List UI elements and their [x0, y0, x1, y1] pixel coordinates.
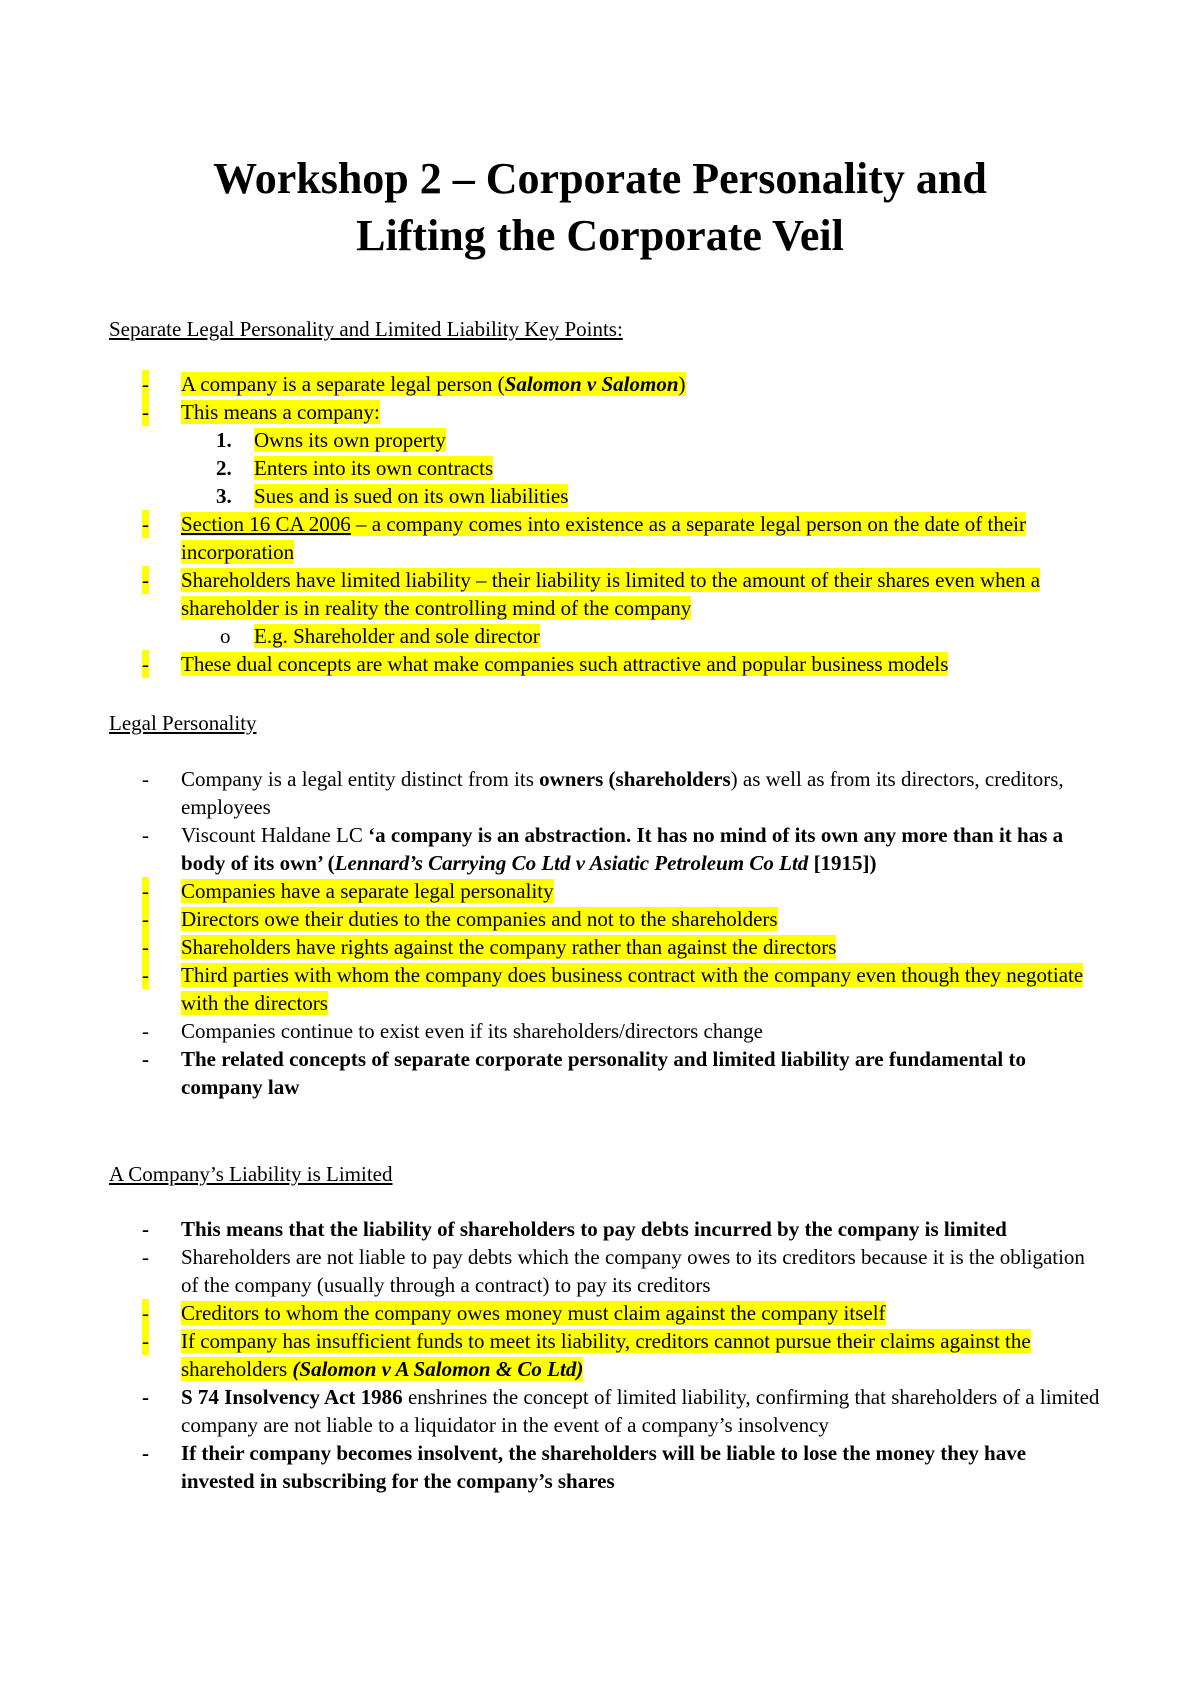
item-text: Directors owe their duties to the companies and not to the shareholders: [181, 907, 778, 931]
item-text: Shareholders have limited liability – their liability is limited to the amount of their shares even when a shareholder is in reality the controlling mind of the company: [181, 568, 1041, 620]
item-text: Third parties with whom the company does business contract with the company even though they negotiate with the directors: [181, 963, 1084, 1015]
item-text: Company is a legal entity distinct from its owners (shareholders) as well as from its directors, creditors, employees: [181, 767, 1064, 819]
item-text: Companies have a separate legal personality: [181, 879, 554, 903]
bullet-dash: -: [142, 1245, 149, 1269]
bullet-dash: -: [142, 1441, 149, 1465]
list-item: [0, 370, 1200, 398]
list-item: [0, 1017, 1200, 1045]
item-text: Owns its own property: [254, 428, 446, 452]
list-item: [0, 1327, 1200, 1383]
section-heading-limited-liability: A Company’s Liability is Limited: [109, 1162, 393, 1186]
item-text: Creditors to whom the company owes money must claim against the company itself: [181, 1301, 886, 1325]
list-item: [0, 650, 1200, 678]
list-item: [0, 905, 1200, 933]
sub-list-item: [0, 454, 1200, 482]
list-item: [0, 1243, 1200, 1299]
bullet-dash: -: [142, 1329, 149, 1353]
legal-personality-list: [0, 765, 1200, 1101]
item-text: These dual concepts are what make companies such attractive and popular business models: [181, 652, 949, 676]
item-text: Shareholders are not liable to pay debts which the company owes to its creditors because it is the obligation of the company (usually through a contract) to pay its creditors: [181, 1245, 1085, 1297]
item-number: 3.: [216, 484, 232, 508]
sub-list-item: [0, 622, 1200, 650]
bullet-dash: -: [142, 907, 149, 931]
list-item: [0, 398, 1200, 426]
bullet-dash: -: [142, 1301, 149, 1325]
bullet-dash: -: [142, 767, 149, 791]
item-text: A company is a separate legal person (Salomon v Salomon): [181, 372, 686, 396]
sub-list-item: [0, 426, 1200, 454]
statute-link[interactable]: Section 16 CA 2006: [181, 512, 351, 536]
bullet-dash: -: [142, 1019, 149, 1043]
bullet-dash: -: [142, 512, 149, 536]
item-text: Section 16 CA 2006 – a company comes into existence as a separate legal person on the date of their incorporation: [181, 512, 1027, 564]
item-text: Sues and is sued on its own liabilities: [254, 484, 569, 508]
item-text: E.g. Shareholder and sole director: [254, 624, 540, 648]
item-number: 1.: [216, 428, 232, 452]
case-name: Lennard’s Carrying Co Ltd v Asiatic Petroleum Co Ltd: [334, 851, 809, 875]
list-item: [0, 1215, 1200, 1243]
item-text: This means a company:: [181, 400, 380, 424]
bullet-dash: -: [142, 823, 149, 847]
circle-bullet: o: [220, 624, 231, 648]
section-heading-legal-personality: Legal Personality: [109, 711, 257, 735]
case-name: (Salomon v A Salomon & Co Ltd): [292, 1357, 584, 1381]
item-text: Companies continue to exist even if its shareholders/directors change: [181, 1019, 764, 1043]
list-item: [0, 765, 1200, 821]
case-name: Salomon v Salomon: [504, 372, 679, 396]
bullet-dash: -: [142, 1047, 149, 1071]
item-text: If company has insufficient funds to meet its liability, creditors cannot pursue their claims against the shareholders (Salomon v A Salomon & Co Ltd): [181, 1329, 1031, 1381]
list-item: [0, 1439, 1200, 1495]
item-text: Shareholders have rights against the company rather than against the directors: [181, 935, 837, 959]
section-heading-key-points: Separate Legal Personality and Limited Liability Key Points:: [109, 317, 623, 341]
list-item: [0, 1045, 1200, 1101]
bullet-dash: -: [142, 1385, 149, 1409]
list-item: [0, 510, 1200, 566]
bullet-dash: -: [142, 372, 149, 396]
bullet-dash: -: [142, 1217, 149, 1241]
limited-liability-list: [0, 1215, 1200, 1495]
list-item: [0, 933, 1200, 961]
list-item: [0, 961, 1200, 1017]
list-item: [0, 1383, 1200, 1439]
bullet-dash: -: [142, 935, 149, 959]
item-number: 2.: [216, 456, 232, 480]
key-points-list: [0, 370, 1200, 678]
item-text: S 74 Insolvency Act 1986 enshrines the concept of limited liability, confirming that shareholders of a limited company are not liable to a liquidator in the event of a company’s insolvency: [181, 1385, 1100, 1437]
bullet-dash: -: [142, 400, 149, 424]
list-item: [0, 877, 1200, 905]
list-item: [0, 1299, 1200, 1327]
sub-list-item: [0, 482, 1200, 510]
bullet-dash: -: [142, 652, 149, 676]
item-text: If their company becomes insolvent, the shareholders will be liable to lose the money they have invested in subscribing for the company’s shares: [181, 1441, 1027, 1493]
bullet-dash: -: [142, 963, 149, 987]
item-text: This means that the liability of shareholders to pay debts incurred by the company is limited: [181, 1217, 1007, 1241]
list-item: [0, 821, 1200, 877]
list-item: [0, 566, 1200, 622]
bullet-dash: -: [142, 879, 149, 903]
title-line-1: Workshop 2 – Corporate Personality and: [213, 154, 987, 203]
title-line-2: Lifting the Corporate Veil: [356, 211, 844, 260]
bullet-dash: -: [142, 568, 149, 592]
document-title: [0, 150, 1200, 264]
item-text: The related concepts of separate corporate personality and limited liability are fundamental to company law: [181, 1047, 1026, 1099]
item-text: Viscount Haldane LC ‘a company is an abstraction. It has no mind of its own any more than it has a body of its own’ (Lennard’s Carrying Co Ltd v Asiatic Petroleum Co Ltd [1915]): [181, 823, 1064, 875]
item-text: Enters into its own contracts: [254, 456, 494, 480]
